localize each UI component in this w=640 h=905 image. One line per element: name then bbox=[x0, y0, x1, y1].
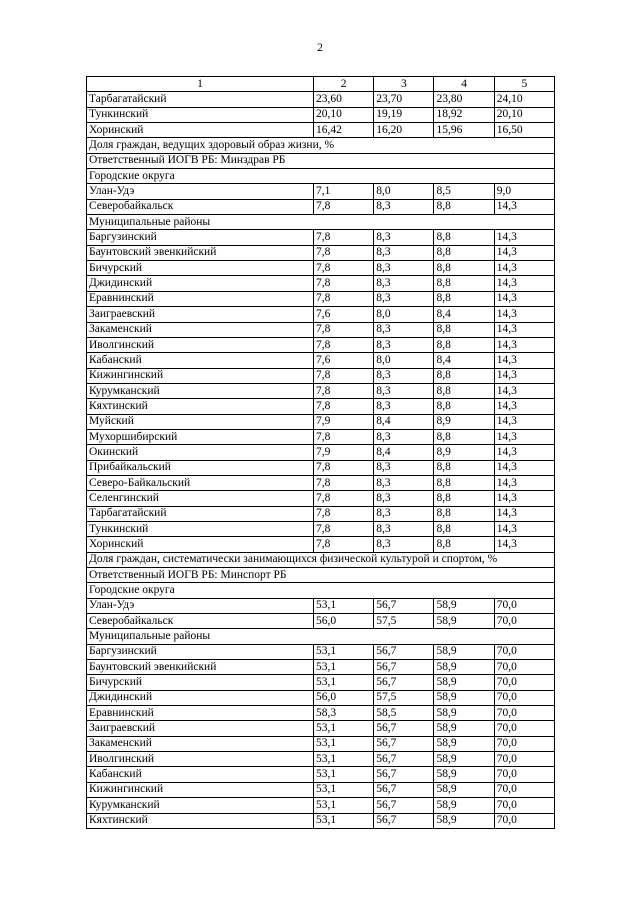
value-cell-5: 9,0 bbox=[494, 184, 554, 199]
value-cell-3: 8,3 bbox=[374, 322, 434, 337]
value-cell-4: 8,8 bbox=[434, 399, 494, 414]
value-cell-5: 14,3 bbox=[494, 414, 554, 429]
table-row bbox=[87, 767, 555, 782]
district-name: Джидинский bbox=[87, 690, 314, 705]
section-row bbox=[87, 629, 555, 644]
table-row bbox=[87, 307, 555, 322]
value-cell-5: 14,3 bbox=[494, 429, 554, 444]
table-row bbox=[87, 736, 555, 751]
section-row bbox=[87, 583, 555, 598]
section-title: Ответственный ИОГВ РБ: Минспорт РБ bbox=[87, 568, 555, 583]
value-cell-5: 14,3 bbox=[494, 491, 554, 506]
district-name: Северобайкальск bbox=[87, 614, 314, 629]
district-name: Еравнинский bbox=[87, 706, 314, 721]
value-cell-3: 57,5 bbox=[374, 614, 434, 629]
value-cell-4: 8,8 bbox=[434, 276, 494, 291]
district-name: Тункинский bbox=[87, 521, 314, 536]
value-cell-2: 7,8 bbox=[313, 537, 373, 552]
value-cell-2: 53,1 bbox=[313, 767, 373, 782]
value-cell-2: 7,8 bbox=[313, 337, 373, 352]
value-cell-2: 20,10 bbox=[313, 107, 373, 122]
value-cell-2: 7,9 bbox=[313, 445, 373, 460]
value-cell-2: 7,8 bbox=[313, 429, 373, 444]
table-row bbox=[87, 614, 555, 629]
value-cell-5: 14,3 bbox=[494, 353, 554, 368]
value-cell-5: 70,0 bbox=[494, 782, 554, 797]
table-row bbox=[87, 506, 555, 521]
value-cell-5: 14,3 bbox=[494, 475, 554, 490]
value-cell-4: 8,8 bbox=[434, 475, 494, 490]
district-name: Бичурский bbox=[87, 675, 314, 690]
value-cell-4: 58,9 bbox=[434, 736, 494, 751]
value-cell-2: 7,8 bbox=[313, 322, 373, 337]
value-cell-2: 56,0 bbox=[313, 614, 373, 629]
value-cell-4: 58,9 bbox=[434, 675, 494, 690]
table-row bbox=[87, 291, 555, 306]
value-cell-5: 14,3 bbox=[494, 261, 554, 276]
district-name: Кабанский bbox=[87, 767, 314, 782]
district-name: Баргузинский bbox=[87, 230, 314, 245]
value-cell-3: 8,3 bbox=[374, 460, 434, 475]
district-name: Кабанский bbox=[87, 353, 314, 368]
district-name: Северо-Байкальский bbox=[87, 475, 314, 490]
table-row bbox=[87, 368, 555, 383]
value-cell-3: 8,3 bbox=[374, 245, 434, 260]
district-name: Хоринский bbox=[87, 123, 314, 138]
value-cell-2: 53,1 bbox=[313, 660, 373, 675]
value-cell-3: 8,3 bbox=[374, 383, 434, 398]
value-cell-4: 58,9 bbox=[434, 614, 494, 629]
value-cell-2: 56,0 bbox=[313, 690, 373, 705]
section-row bbox=[87, 568, 555, 583]
table-row bbox=[87, 752, 555, 767]
value-cell-3: 56,7 bbox=[374, 798, 434, 813]
value-cell-4: 58,9 bbox=[434, 782, 494, 797]
district-name: Закаменский bbox=[87, 736, 314, 751]
value-cell-3: 56,7 bbox=[374, 767, 434, 782]
value-cell-5: 70,0 bbox=[494, 706, 554, 721]
value-cell-3: 56,7 bbox=[374, 736, 434, 751]
district-name: Тарбагатайский bbox=[87, 92, 314, 107]
header-cell-5: 5 bbox=[494, 77, 554, 92]
header-cell-4: 4 bbox=[434, 77, 494, 92]
value-cell-4: 8,8 bbox=[434, 291, 494, 306]
table-row bbox=[87, 184, 555, 199]
value-cell-4: 8,8 bbox=[434, 429, 494, 444]
value-cell-2: 7,8 bbox=[313, 491, 373, 506]
value-cell-2: 53,1 bbox=[313, 752, 373, 767]
value-cell-2: 7,8 bbox=[313, 399, 373, 414]
value-cell-2: 7,8 bbox=[313, 230, 373, 245]
value-cell-3: 56,7 bbox=[374, 675, 434, 690]
district-name: Иволгинский bbox=[87, 337, 314, 352]
district-name: Баргузинский bbox=[87, 644, 314, 659]
value-cell-4: 58,9 bbox=[434, 798, 494, 813]
value-cell-4: 58,9 bbox=[434, 813, 494, 828]
value-cell-2: 7,8 bbox=[313, 506, 373, 521]
value-cell-5: 70,0 bbox=[494, 675, 554, 690]
table-row bbox=[87, 537, 555, 552]
value-cell-5: 14,3 bbox=[494, 199, 554, 214]
district-name: Кяхтинский bbox=[87, 399, 314, 414]
value-cell-5: 14,3 bbox=[494, 460, 554, 475]
district-name: Джидинский bbox=[87, 276, 314, 291]
value-cell-3: 8,3 bbox=[374, 276, 434, 291]
district-name: Северобайкальск bbox=[87, 199, 314, 214]
header-cell-3: 3 bbox=[374, 77, 434, 92]
value-cell-5: 14,3 bbox=[494, 399, 554, 414]
district-name: Бичурский bbox=[87, 261, 314, 276]
table-row bbox=[87, 92, 555, 107]
district-name: Муйский bbox=[87, 414, 314, 429]
value-cell-2: 7,8 bbox=[313, 199, 373, 214]
table-row bbox=[87, 491, 555, 506]
value-cell-5: 14,3 bbox=[494, 291, 554, 306]
value-cell-2: 23,60 bbox=[313, 92, 373, 107]
header-cell-2: 2 bbox=[313, 77, 373, 92]
district-name: Заиграевский bbox=[87, 307, 314, 322]
section-title: Муниципальные районы bbox=[87, 629, 555, 644]
value-cell-2: 53,1 bbox=[313, 675, 373, 690]
value-cell-3: 8,4 bbox=[374, 445, 434, 460]
table-row bbox=[87, 598, 555, 613]
value-cell-5: 14,3 bbox=[494, 445, 554, 460]
district-name: Кижингинский bbox=[87, 368, 314, 383]
table-row bbox=[87, 460, 555, 475]
table-row bbox=[87, 475, 555, 490]
value-cell-5: 14,3 bbox=[494, 307, 554, 322]
value-cell-3: 8,3 bbox=[374, 337, 434, 352]
value-cell-2: 53,1 bbox=[313, 721, 373, 736]
value-cell-4: 8,8 bbox=[434, 337, 494, 352]
section-row bbox=[87, 552, 555, 567]
value-cell-4: 8,9 bbox=[434, 414, 494, 429]
value-cell-3: 23,70 bbox=[374, 92, 434, 107]
value-cell-3: 8,3 bbox=[374, 261, 434, 276]
value-cell-2: 7,8 bbox=[313, 245, 373, 260]
value-cell-2: 53,1 bbox=[313, 598, 373, 613]
table-row bbox=[87, 337, 555, 352]
value-cell-5: 14,3 bbox=[494, 383, 554, 398]
table-row bbox=[87, 353, 555, 368]
data-table bbox=[86, 76, 555, 829]
district-name: Кяхтинский bbox=[87, 813, 314, 828]
value-cell-5: 70,0 bbox=[494, 660, 554, 675]
value-cell-2: 7,9 bbox=[313, 414, 373, 429]
value-cell-2: 7,8 bbox=[313, 383, 373, 398]
table-row bbox=[87, 644, 555, 659]
value-cell-4: 8,9 bbox=[434, 445, 494, 460]
table-row bbox=[87, 245, 555, 260]
district-name: Тарбагатайский bbox=[87, 506, 314, 521]
district-name: Баунтовский эвенкийский bbox=[87, 660, 314, 675]
value-cell-5: 14,3 bbox=[494, 245, 554, 260]
district-name: Окинский bbox=[87, 445, 314, 460]
value-cell-4: 8,8 bbox=[434, 537, 494, 552]
value-cell-3: 56,7 bbox=[374, 752, 434, 767]
value-cell-5: 14,3 bbox=[494, 276, 554, 291]
value-cell-4: 58,9 bbox=[434, 767, 494, 782]
table-row bbox=[87, 690, 555, 705]
value-cell-5: 70,0 bbox=[494, 644, 554, 659]
value-cell-5: 14,3 bbox=[494, 368, 554, 383]
value-cell-4: 58,9 bbox=[434, 690, 494, 705]
section-title: Доля граждан, ведущих здоровый образ жизни, % bbox=[87, 138, 555, 153]
value-cell-3: 8,3 bbox=[374, 368, 434, 383]
table-row bbox=[87, 445, 555, 460]
value-cell-4: 8,8 bbox=[434, 199, 494, 214]
value-cell-4: 8,8 bbox=[434, 261, 494, 276]
value-cell-4: 58,9 bbox=[434, 660, 494, 675]
district-name: Иволгинский bbox=[87, 752, 314, 767]
value-cell-5: 14,3 bbox=[494, 506, 554, 521]
value-cell-3: 8,3 bbox=[374, 199, 434, 214]
district-name: Еравнинский bbox=[87, 291, 314, 306]
value-cell-5: 16,50 bbox=[494, 123, 554, 138]
value-cell-5: 70,0 bbox=[494, 767, 554, 782]
section-row bbox=[87, 153, 555, 168]
value-cell-5: 70,0 bbox=[494, 736, 554, 751]
table-row bbox=[87, 429, 555, 444]
table-row bbox=[87, 107, 555, 122]
table-row bbox=[87, 261, 555, 276]
section-title: Доля граждан, систематически занимающихся физической культурой и спортом, % bbox=[87, 552, 555, 567]
value-cell-5: 14,3 bbox=[494, 337, 554, 352]
value-cell-2: 53,1 bbox=[313, 782, 373, 797]
table-row bbox=[87, 123, 555, 138]
district-name: Баунтовский эвенкийский bbox=[87, 245, 314, 260]
value-cell-4: 8,8 bbox=[434, 506, 494, 521]
value-cell-4: 23,80 bbox=[434, 92, 494, 107]
table-body bbox=[87, 77, 555, 829]
table-row bbox=[87, 798, 555, 813]
value-cell-3: 8,3 bbox=[374, 521, 434, 536]
value-cell-4: 8,8 bbox=[434, 322, 494, 337]
table-row bbox=[87, 660, 555, 675]
value-cell-2: 53,1 bbox=[313, 736, 373, 751]
section-row bbox=[87, 215, 555, 230]
value-cell-3: 56,7 bbox=[374, 598, 434, 613]
value-cell-4: 18,92 bbox=[434, 107, 494, 122]
district-name: Тункинский bbox=[87, 107, 314, 122]
value-cell-5: 14,3 bbox=[494, 521, 554, 536]
value-cell-5: 24,10 bbox=[494, 92, 554, 107]
district-name: Хоринский bbox=[87, 537, 314, 552]
value-cell-5: 70,0 bbox=[494, 813, 554, 828]
value-cell-4: 8,4 bbox=[434, 307, 494, 322]
section-title: Городские округа bbox=[87, 583, 555, 598]
value-cell-3: 57,5 bbox=[374, 690, 434, 705]
table-row bbox=[87, 813, 555, 828]
value-cell-3: 8,0 bbox=[374, 353, 434, 368]
value-cell-2: 7,8 bbox=[313, 475, 373, 490]
table-row bbox=[87, 721, 555, 736]
value-cell-2: 7,8 bbox=[313, 460, 373, 475]
value-cell-3: 8,0 bbox=[374, 184, 434, 199]
value-cell-5: 70,0 bbox=[494, 690, 554, 705]
value-cell-4: 8,8 bbox=[434, 460, 494, 475]
district-name: Улан-Удэ bbox=[87, 598, 314, 613]
district-name: Курумканский bbox=[87, 383, 314, 398]
value-cell-4: 8,8 bbox=[434, 521, 494, 536]
district-name: Заиграевский bbox=[87, 721, 314, 736]
value-cell-5: 14,3 bbox=[494, 322, 554, 337]
value-cell-3: 8,3 bbox=[374, 475, 434, 490]
value-cell-5: 20,10 bbox=[494, 107, 554, 122]
value-cell-4: 15,96 bbox=[434, 123, 494, 138]
table-row bbox=[87, 782, 555, 797]
value-cell-2: 58,3 bbox=[313, 706, 373, 721]
table-row bbox=[87, 414, 555, 429]
value-cell-5: 70,0 bbox=[494, 798, 554, 813]
value-cell-4: 58,9 bbox=[434, 644, 494, 659]
value-cell-4: 58,9 bbox=[434, 721, 494, 736]
table-row bbox=[87, 399, 555, 414]
value-cell-4: 58,9 bbox=[434, 706, 494, 721]
value-cell-3: 8,4 bbox=[374, 414, 434, 429]
district-name: Курумканский bbox=[87, 798, 314, 813]
value-cell-5: 70,0 bbox=[494, 598, 554, 613]
value-cell-2: 7,8 bbox=[313, 291, 373, 306]
value-cell-3: 8,3 bbox=[374, 399, 434, 414]
value-cell-2: 7,1 bbox=[313, 184, 373, 199]
value-cell-5: 70,0 bbox=[494, 614, 554, 629]
district-name: Селенгинский bbox=[87, 491, 314, 506]
value-cell-3: 8,3 bbox=[374, 537, 434, 552]
value-cell-4: 8,8 bbox=[434, 230, 494, 245]
value-cell-3: 56,7 bbox=[374, 644, 434, 659]
value-cell-3: 58,5 bbox=[374, 706, 434, 721]
table-header-row bbox=[87, 77, 555, 92]
value-cell-2: 53,1 bbox=[313, 644, 373, 659]
value-cell-4: 8,8 bbox=[434, 491, 494, 506]
value-cell-3: 8,3 bbox=[374, 506, 434, 521]
value-cell-3: 56,7 bbox=[374, 660, 434, 675]
value-cell-5: 70,0 bbox=[494, 721, 554, 736]
value-cell-5: 14,3 bbox=[494, 230, 554, 245]
value-cell-2: 7,8 bbox=[313, 261, 373, 276]
header-cell-1: 1 bbox=[87, 77, 314, 92]
page-number: 2 bbox=[317, 40, 323, 54]
district-name: Прибайкальский bbox=[87, 460, 314, 475]
section-title: Городские округа bbox=[87, 169, 555, 184]
value-cell-3: 8,0 bbox=[374, 307, 434, 322]
district-name: Мухоршибирский bbox=[87, 429, 314, 444]
value-cell-5: 70,0 bbox=[494, 752, 554, 767]
section-title: Муниципальные районы bbox=[87, 215, 555, 230]
value-cell-3: 8,3 bbox=[374, 429, 434, 444]
table-row bbox=[87, 276, 555, 291]
value-cell-3: 56,7 bbox=[374, 813, 434, 828]
value-cell-4: 8,8 bbox=[434, 245, 494, 260]
value-cell-3: 8,3 bbox=[374, 230, 434, 245]
value-cell-4: 8,5 bbox=[434, 184, 494, 199]
value-cell-4: 8,8 bbox=[434, 368, 494, 383]
district-name: Закаменский bbox=[87, 322, 314, 337]
table-row bbox=[87, 199, 555, 214]
value-cell-2: 7,8 bbox=[313, 276, 373, 291]
value-cell-5: 14,3 bbox=[494, 537, 554, 552]
table-row bbox=[87, 322, 555, 337]
section-row bbox=[87, 169, 555, 184]
value-cell-3: 19,19 bbox=[374, 107, 434, 122]
value-cell-4: 58,9 bbox=[434, 598, 494, 613]
value-cell-3: 8,3 bbox=[374, 291, 434, 306]
section-row bbox=[87, 138, 555, 153]
section-title: Ответственный ИОГВ РБ: Минздрав РБ bbox=[87, 153, 555, 168]
value-cell-4: 58,9 bbox=[434, 752, 494, 767]
table-row bbox=[87, 675, 555, 690]
table-row bbox=[87, 706, 555, 721]
value-cell-2: 53,1 bbox=[313, 813, 373, 828]
table-row bbox=[87, 383, 555, 398]
value-cell-3: 16,20 bbox=[374, 123, 434, 138]
value-cell-2: 53,1 bbox=[313, 798, 373, 813]
value-cell-2: 7,6 bbox=[313, 307, 373, 322]
table-row bbox=[87, 230, 555, 245]
district-name: Кижингинский bbox=[87, 782, 314, 797]
table-row bbox=[87, 521, 555, 536]
value-cell-2: 7,8 bbox=[313, 521, 373, 536]
value-cell-2: 7,8 bbox=[313, 368, 373, 383]
value-cell-2: 16,42 bbox=[313, 123, 373, 138]
value-cell-3: 8,3 bbox=[374, 491, 434, 506]
value-cell-2: 7,6 bbox=[313, 353, 373, 368]
district-name: Улан-Удэ bbox=[87, 184, 314, 199]
value-cell-3: 56,7 bbox=[374, 782, 434, 797]
value-cell-4: 8,4 bbox=[434, 353, 494, 368]
value-cell-4: 8,8 bbox=[434, 383, 494, 398]
value-cell-3: 56,7 bbox=[374, 721, 434, 736]
